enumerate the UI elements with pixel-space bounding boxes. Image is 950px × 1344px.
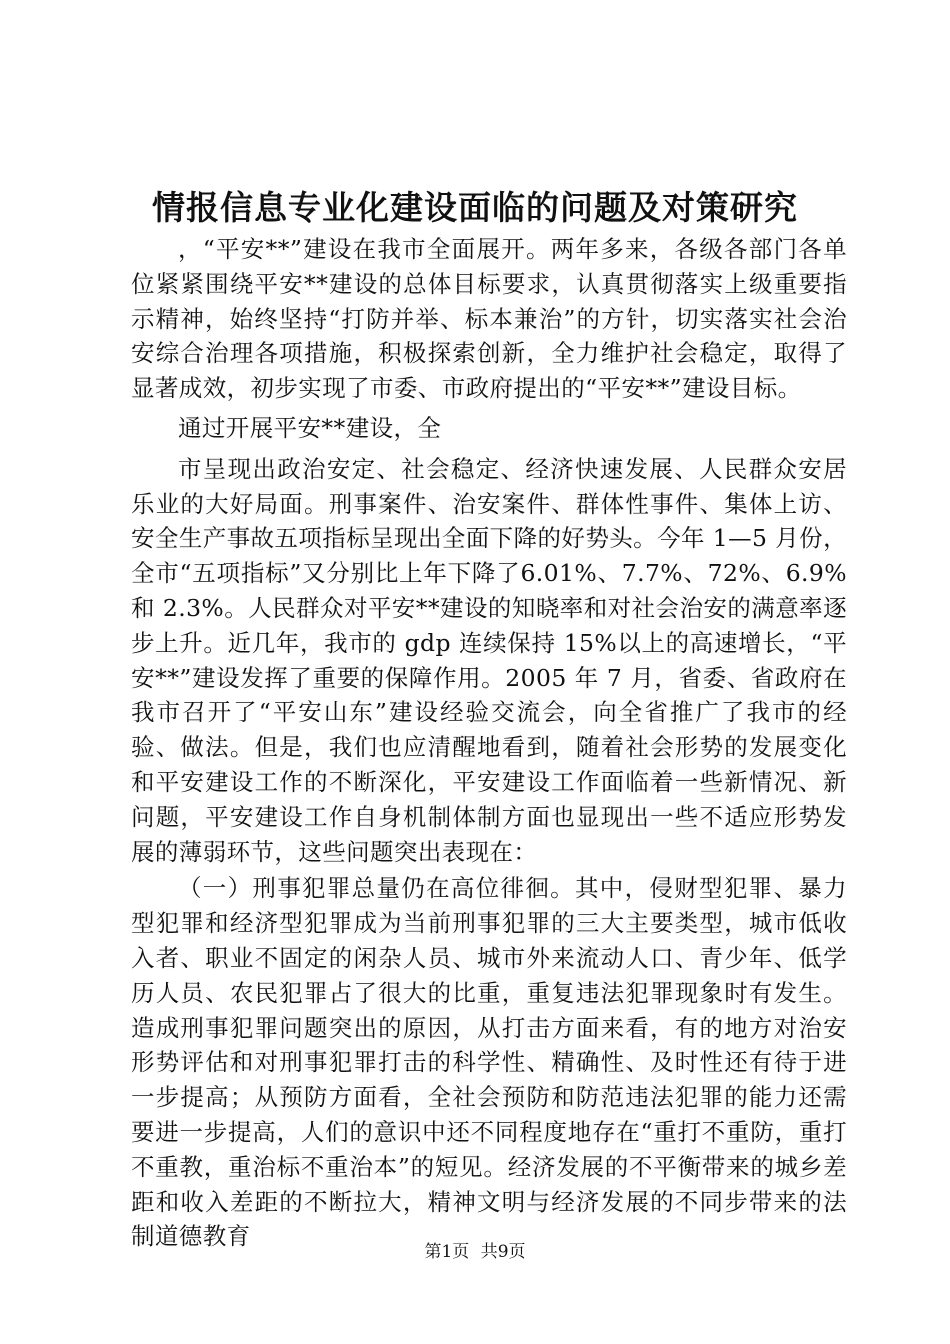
paragraph-section-one: （一）刑事犯罪总量仍在高位徘徊。其中，侵财型犯罪、暴力型犯罪和经济型犯罪成为当前刑事犯罪的三大主要类型，城市低收入者、职业不固定的闲杂人员、城市外来流动人口、青少年、低学历人员、农民犯罪占了很大的比重，重复违法犯罪现象时有发生。造成刑事犯罪问题突出的原因，从打击方面来看，有的地方对治安形势评估和对刑事犯罪打击的科学性、精确性、及时性还有待于进一步提高；从预防方面看，全社会预防和防范违法犯罪的能力还需要进一步提高，人们的意识中还不同程度地存在“重打不重防，重打不重教，重治标不重治本”的短见。经济发展的不平衡带来的城乡差距和收入差距的不断拉大，精神文明与经济发展的不同步带来的法制道德教育 bbox=[131, 874, 847, 1251]
paragraph-fragment: 通过开展平安**建设，全 bbox=[178, 413, 442, 442]
page-number: 第1页 bbox=[424, 1242, 470, 1262]
paragraph-intro: ，“平安**”建设在我市全面展开。两年多来，各级各部门各单位紧紧围绕平安**建设的总体目标要求，认真贯彻落实上级重要指示精神，始终坚持“打防并举、标本兼治”的方针，切实落实社会治安综合治理各项措施，积极探索创新，全力维护社会稳定，取得了显著成效，初步实现了市委、市政府提出的“平安**”建设目标。 bbox=[131, 235, 847, 403]
page-footer bbox=[0, 1240, 950, 1264]
paragraph-achievements: 市呈现出政治安定、社会稳定、经济快速发展、人民群众安居乐业的大好局面。刑事案件、治安案件、群体性事件、集体上访、安全生产事故五项指标呈现出全面下降的好势头。今年 1—5 月份，全市“五项指标”又分别比上年下降了6.01%、7.7%、72%、6.9%和 2.3%。人民群众对平安**建设的知晓率和对社会治安的满意率逐步上升。近几年，我市的 gdp 连续保持 15%以上的高速增长，“平安**”建设发挥了重要的保障作用。2005 年 7 月，省委、省政府在我市召开了“平安山东”建设经验交流会，向全省推广了我市的经验、做法。但是，我们也应清醒地看到，随着社会形势的发展变化和平安建设工作的不断深化，平安建设工作面临着一些新情况、新问题，平安建设工作自身机制体制方面也显现出一些不适应形势发展的薄弱环节，这些问题突出表现在： bbox=[131, 454, 847, 866]
document-title: 情报信息专业化建设面临的问题及对策研究 bbox=[152, 188, 798, 227]
page-total: 共9页 bbox=[480, 1242, 526, 1262]
document-body bbox=[131, 232, 847, 1254]
